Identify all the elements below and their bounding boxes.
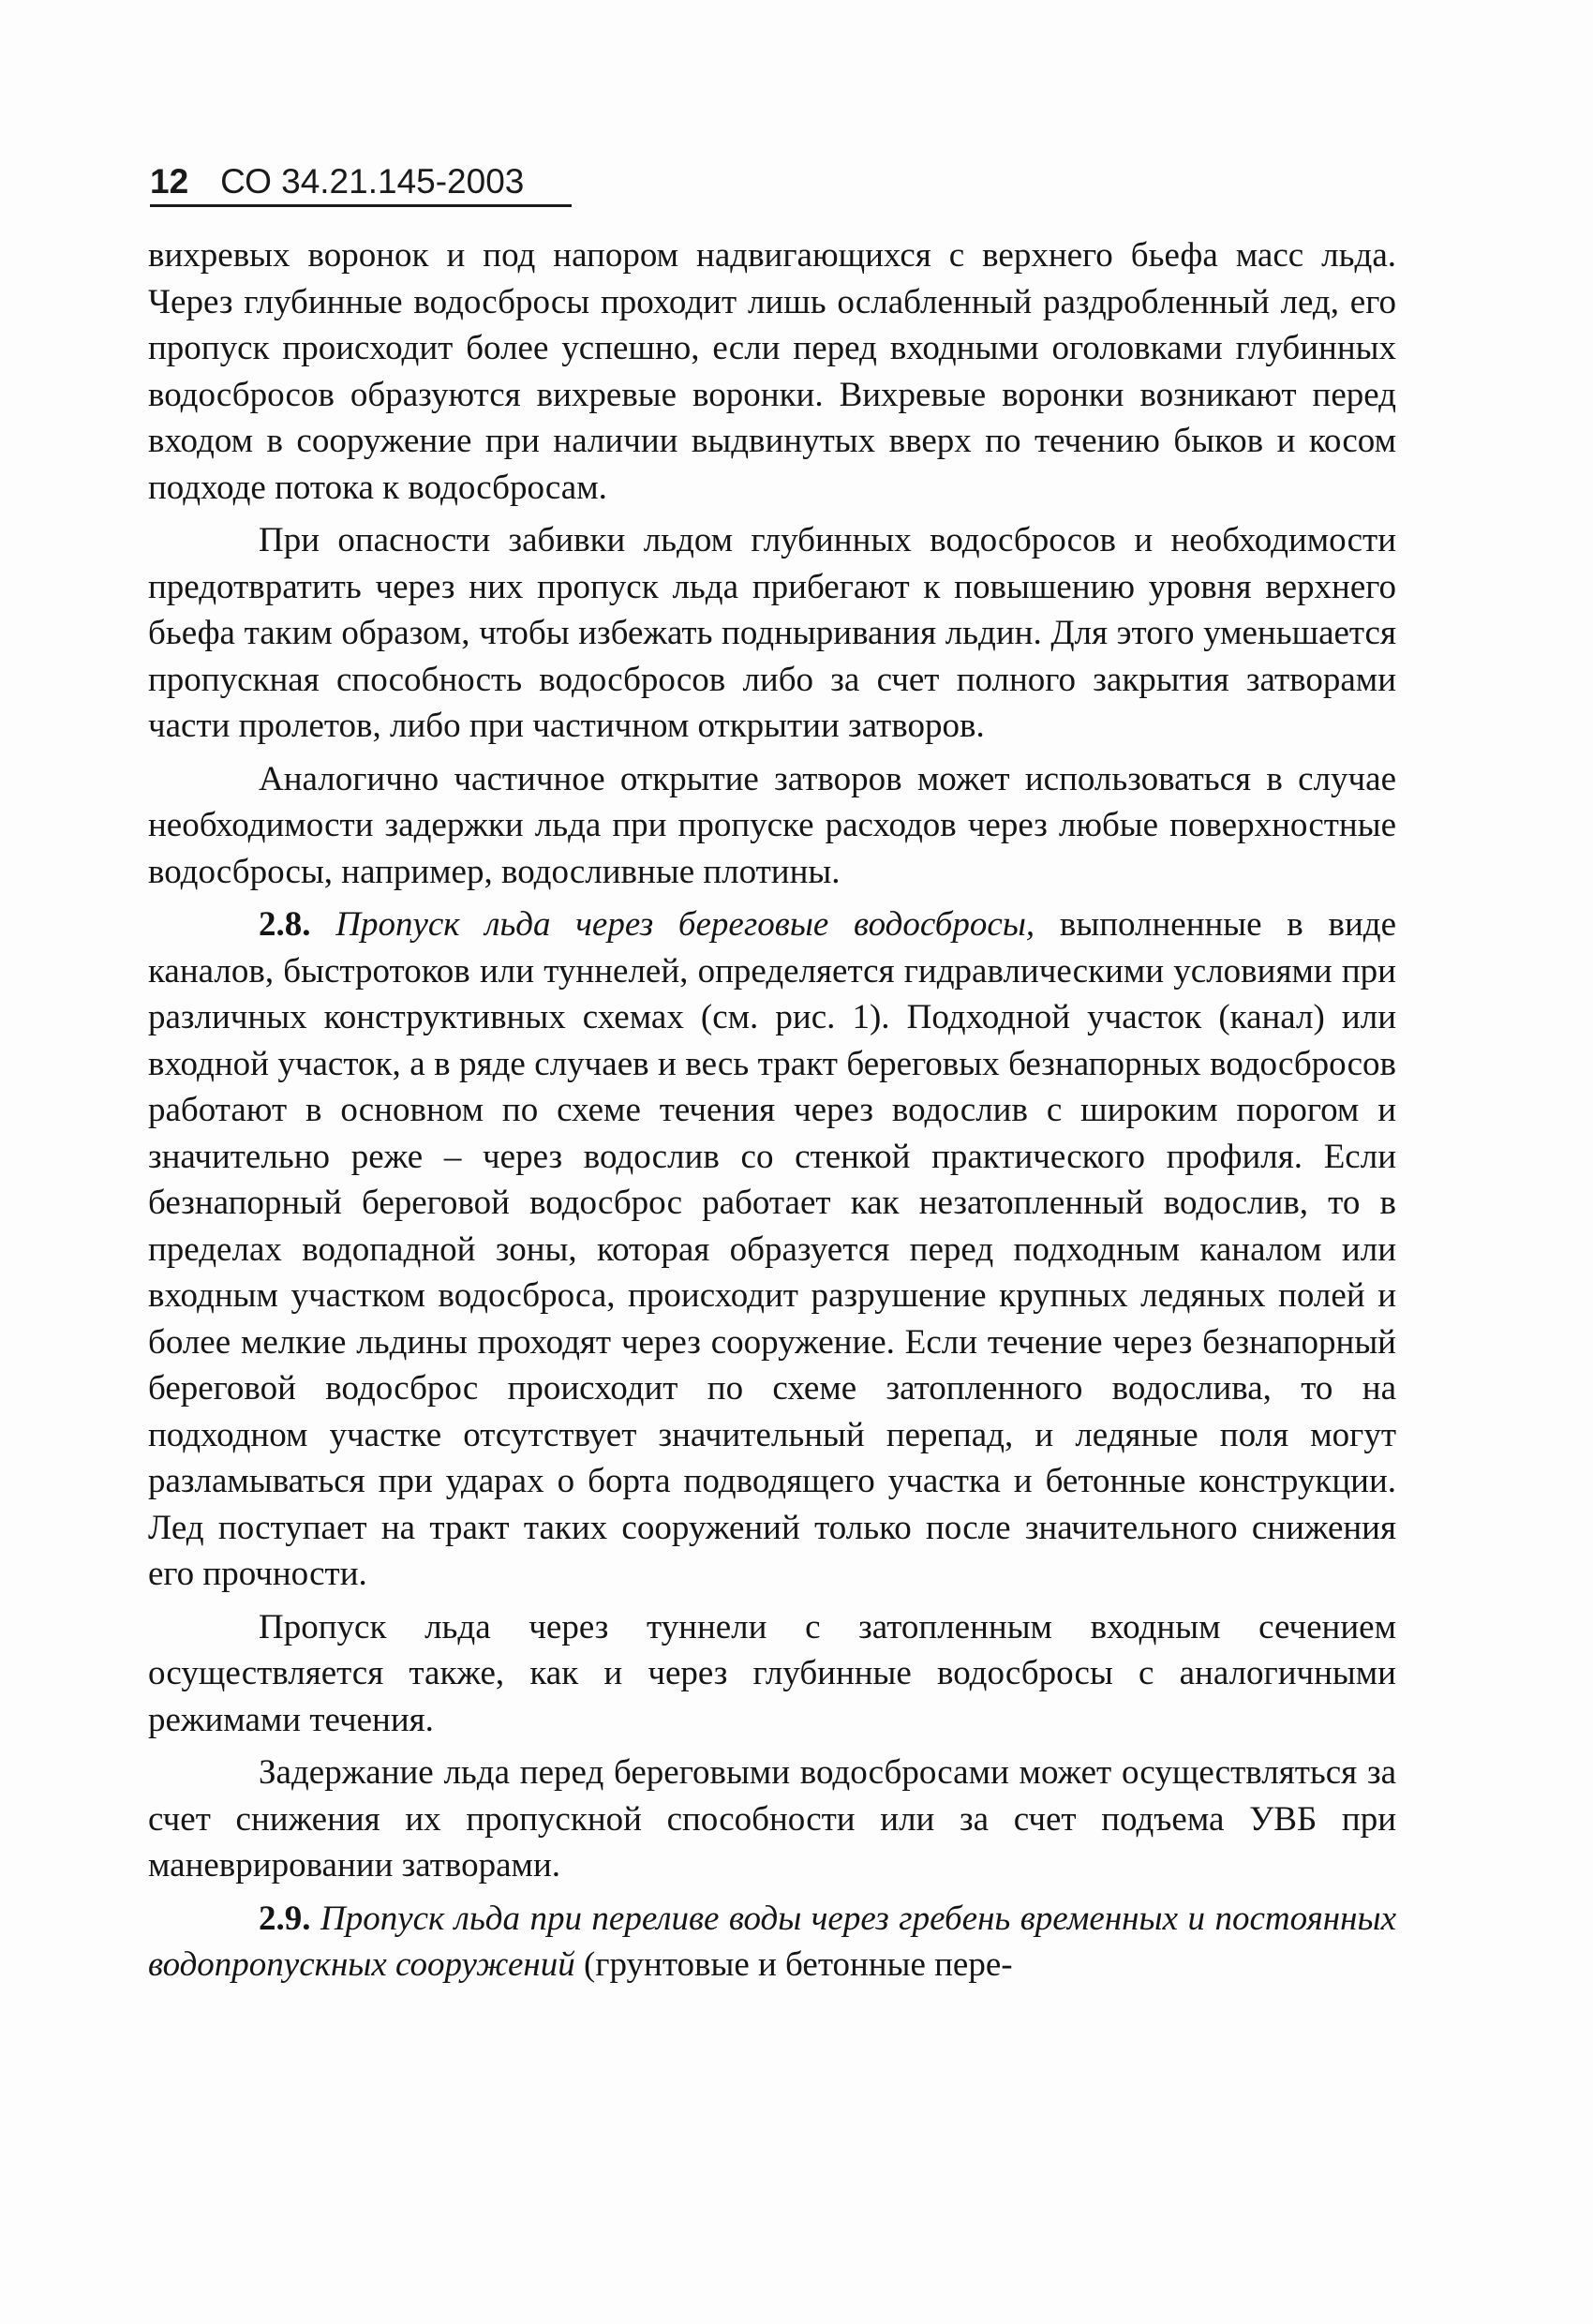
- document-body: [148, 232, 1396, 1995]
- paragraph: Задержание льда перед береговыми водосбросами может осуществляться за счет снижения их пропускной способности или за счет подъема УВБ при маневрировании затворами.: [148, 1753, 1396, 1885]
- section-title: Пропуск льда при переливе воды через гребень временных и постоянных водопропускных сооружений: [148, 1899, 1396, 1984]
- section-number: 2.8.: [259, 905, 311, 944]
- section-paragraph-2-8: [148, 901, 1396, 1598]
- paragraph: Пропуск льда через туннели с затопленным входным сечением осуществляется также, как и через глубинные водосбросы с аналогичными режимами течения.: [148, 1607, 1396, 1739]
- section-paragraph-2-9: [148, 1896, 1396, 1989]
- paragraph: Аналогично частичное открытие затворов может использоваться в случае необходимости задержки льда при пропуске расходов через любые поверхностные водосбросы, например, водосливные плотины.: [148, 759, 1396, 891]
- page-header: [150, 161, 572, 207]
- paragraph: вихревых воронок и под напором надвигающихся с верхнего бьефа масс льда. Через глубинные водосбросы проходит лишь ослабленный раздробленный лед, его пропуск происходит более успешно, если перед входными оголовками глубинных водосбросов образуются вихревые воронки. Вихревые воронки возникают перед входом в сооружение при наличии выдвинутых вверх по течению быков и косом подходе потока к водосбросам.: [148, 236, 1396, 507]
- page-number: 12: [150, 162, 189, 201]
- section-number: 2.9.: [259, 1899, 311, 1938]
- section-title: Пропуск льда через береговые водосбросы,: [335, 905, 1035, 944]
- document-code: СО 34.21.145-2003: [220, 162, 525, 201]
- section-text: выполненные в виде каналов, быстротоков или туннелей, определяется гидравлическими условиями при различных конструктивных схемах (см. рис. 1). Подходной участок (канал) или входной участок, а в ряде случаев и весь тракт береговых безнапорных водосбросов работают в основном по схеме течения через водослив с широким порогом и значительно реже – через водослив со стенкой практического профиля. Если безнапорный береговой водосброс работает как незатопленный водослив, то в пределах водопадной зоны, которая образуется перед подходным каналом или входным участком водосброса, происходит разрушение крупных ледяных полей и более мелкие льдины проходят через сооружение. Если течение через безнапорный береговой водосброс происходит по схеме затопленного водослива, то на подходном участке отсутствует значительный перепад, и ледяные поля могут разламываться при ударах о борта подводящего участка и бетонные конструкции. Лед поступает на тракт таких сооружений только после значительного снижения его прочности.: [148, 905, 1397, 1593]
- paragraph: При опасности забивки льдом глубинных водосбросов и необходимости предотвратить через них пропуск льда прибегают к повышению уровня верхнего бьефа таким образом, чтобы избежать подныривания льдин. Для этого уменьшается пропускная способность водосбросов либо за счет полного закрытия затворами части пролетов, либо при частичном открытии затворов.: [148, 521, 1396, 745]
- section-text: (грунтовые и бетонные пере-: [584, 1945, 1013, 1984]
